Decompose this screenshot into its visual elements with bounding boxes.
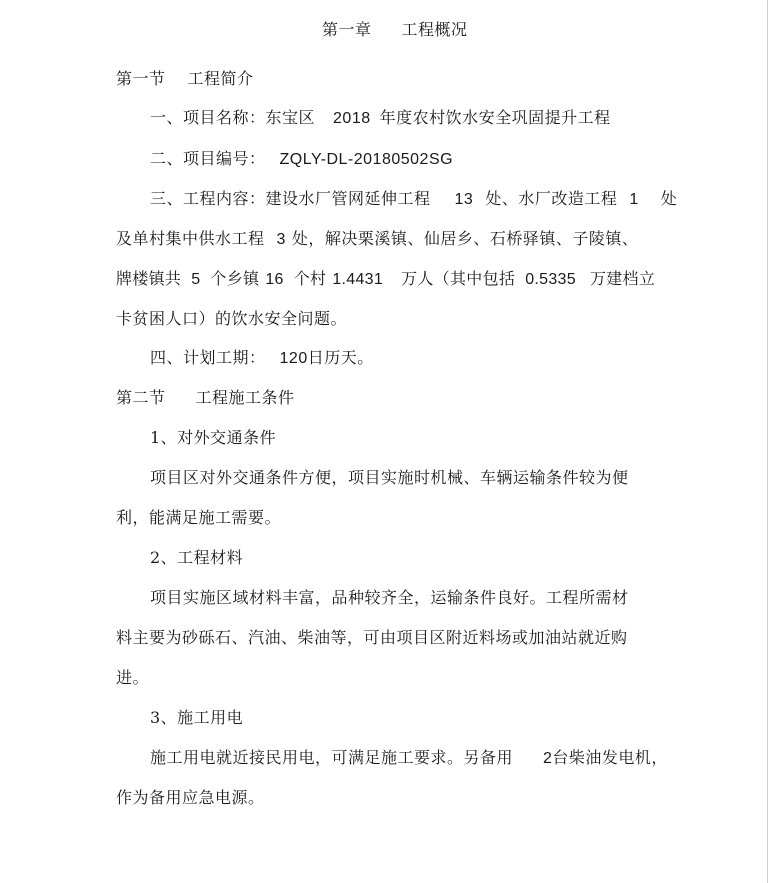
chapter-heading <box>322 20 468 40</box>
content-text-3c: 个村 <box>293 269 327 288</box>
content-line-1 <box>150 189 677 210</box>
traffic-line-2 <box>116 508 281 528</box>
content-text-2b: 处，解决栗溪镇、仙居乡、石桥驿镇、子陵镇、 <box>291 229 639 248</box>
project-name-line <box>150 108 611 129</box>
materials-heading <box>150 548 243 568</box>
content-line-3 <box>116 269 655 290</box>
content-line-4 <box>116 309 347 329</box>
materials-text-3: 进。 <box>116 668 150 687</box>
power-num-2: 2 <box>543 750 553 767</box>
materials-line-1 <box>150 588 629 608</box>
project-code-line <box>150 149 453 170</box>
materials-text-2: 料主要为砂砾石、汽油、柴油等，可由项目区附近料场或加油站就近购 <box>116 628 628 647</box>
materials-heading-text: 2、工程材料 <box>150 548 244 567</box>
materials-line-2 <box>116 628 628 648</box>
content-num-16: 16 <box>265 271 284 288</box>
materials-line-3 <box>116 668 149 688</box>
traffic-line-1 <box>150 468 629 488</box>
content-num-14431: 1.4431 <box>332 271 384 288</box>
section1-heading <box>116 69 254 89</box>
traffic-text-1: 项目区对外交通条件方便，项目实施时机械、车辆运输条件较为便 <box>150 468 629 487</box>
section1-title: 工程简介 <box>187 69 254 88</box>
section2-label: 第二节 <box>116 388 166 407</box>
project-year: 2018 <box>333 110 371 127</box>
content-line-2 <box>116 229 638 250</box>
content-num-5: 5 <box>191 271 201 288</box>
power-text-2: 作为备用应急电源。 <box>116 788 265 807</box>
content-text-1c: 处 <box>660 189 678 208</box>
content-num-05335: 0.5335 <box>525 271 576 288</box>
schedule-suffix: 日历天。 <box>307 348 374 367</box>
schedule-days: 120 <box>279 350 308 367</box>
section1-label: 第一节 <box>116 69 166 88</box>
content-num-13: 13 <box>454 191 474 208</box>
chapter-label: 第一章 <box>322 20 372 39</box>
chapter-title: 工程概况 <box>401 20 468 39</box>
content-text-1a: 三、工程内容：建设水厂管网延伸工程 <box>150 189 431 208</box>
section2-title: 工程施工条件 <box>195 388 295 407</box>
power-heading-text: 3、施工用电 <box>150 708 244 727</box>
power-heading <box>150 708 243 728</box>
content-text-4: 卡贫困人口）的饮水安全问题。 <box>116 309 348 328</box>
traffic-text-2: 利，能满足施工需要。 <box>116 508 282 527</box>
content-num-3: 3 <box>276 231 286 248</box>
project-code: ZQLY-DL-20180502SG <box>279 151 454 168</box>
content-text-2a: 及单村集中供水工程 <box>116 229 265 248</box>
project-code-prefix: 二、项目编号： <box>150 149 266 168</box>
power-text-1a: 施工用电就近接民用电，可满足施工要求。另备用 <box>150 748 514 767</box>
schedule-prefix: 四、计划工期： <box>150 348 266 367</box>
content-text-3e: 万建档立 <box>589 269 656 288</box>
content-text-3b: 个乡镇 <box>210 269 260 288</box>
section2-heading <box>116 388 295 408</box>
project-name-suffix: 年度农村饮水安全巩固提升工程 <box>379 108 611 127</box>
content-text-3d: 万人（其中包括 <box>401 269 516 288</box>
content-text-3a: 牌楼镇共 <box>116 269 182 288</box>
power-line-1 <box>150 748 668 769</box>
content-text-1b: 处、水厂改造工程 <box>485 189 618 208</box>
traffic-heading-text: 1、对外交通条件 <box>150 428 277 447</box>
content-num-1: 1 <box>629 191 639 208</box>
power-line-2 <box>116 788 265 808</box>
power-text-1b: 台柴油发电机， <box>552 748 668 767</box>
traffic-heading <box>150 428 276 448</box>
materials-text-1: 项目实施区域材料丰富，品种较齐全，运输条件良好。工程所需材 <box>150 588 629 607</box>
schedule-line <box>150 348 374 369</box>
project-name-prefix: 一、项目名称：东宝区 <box>150 108 316 127</box>
